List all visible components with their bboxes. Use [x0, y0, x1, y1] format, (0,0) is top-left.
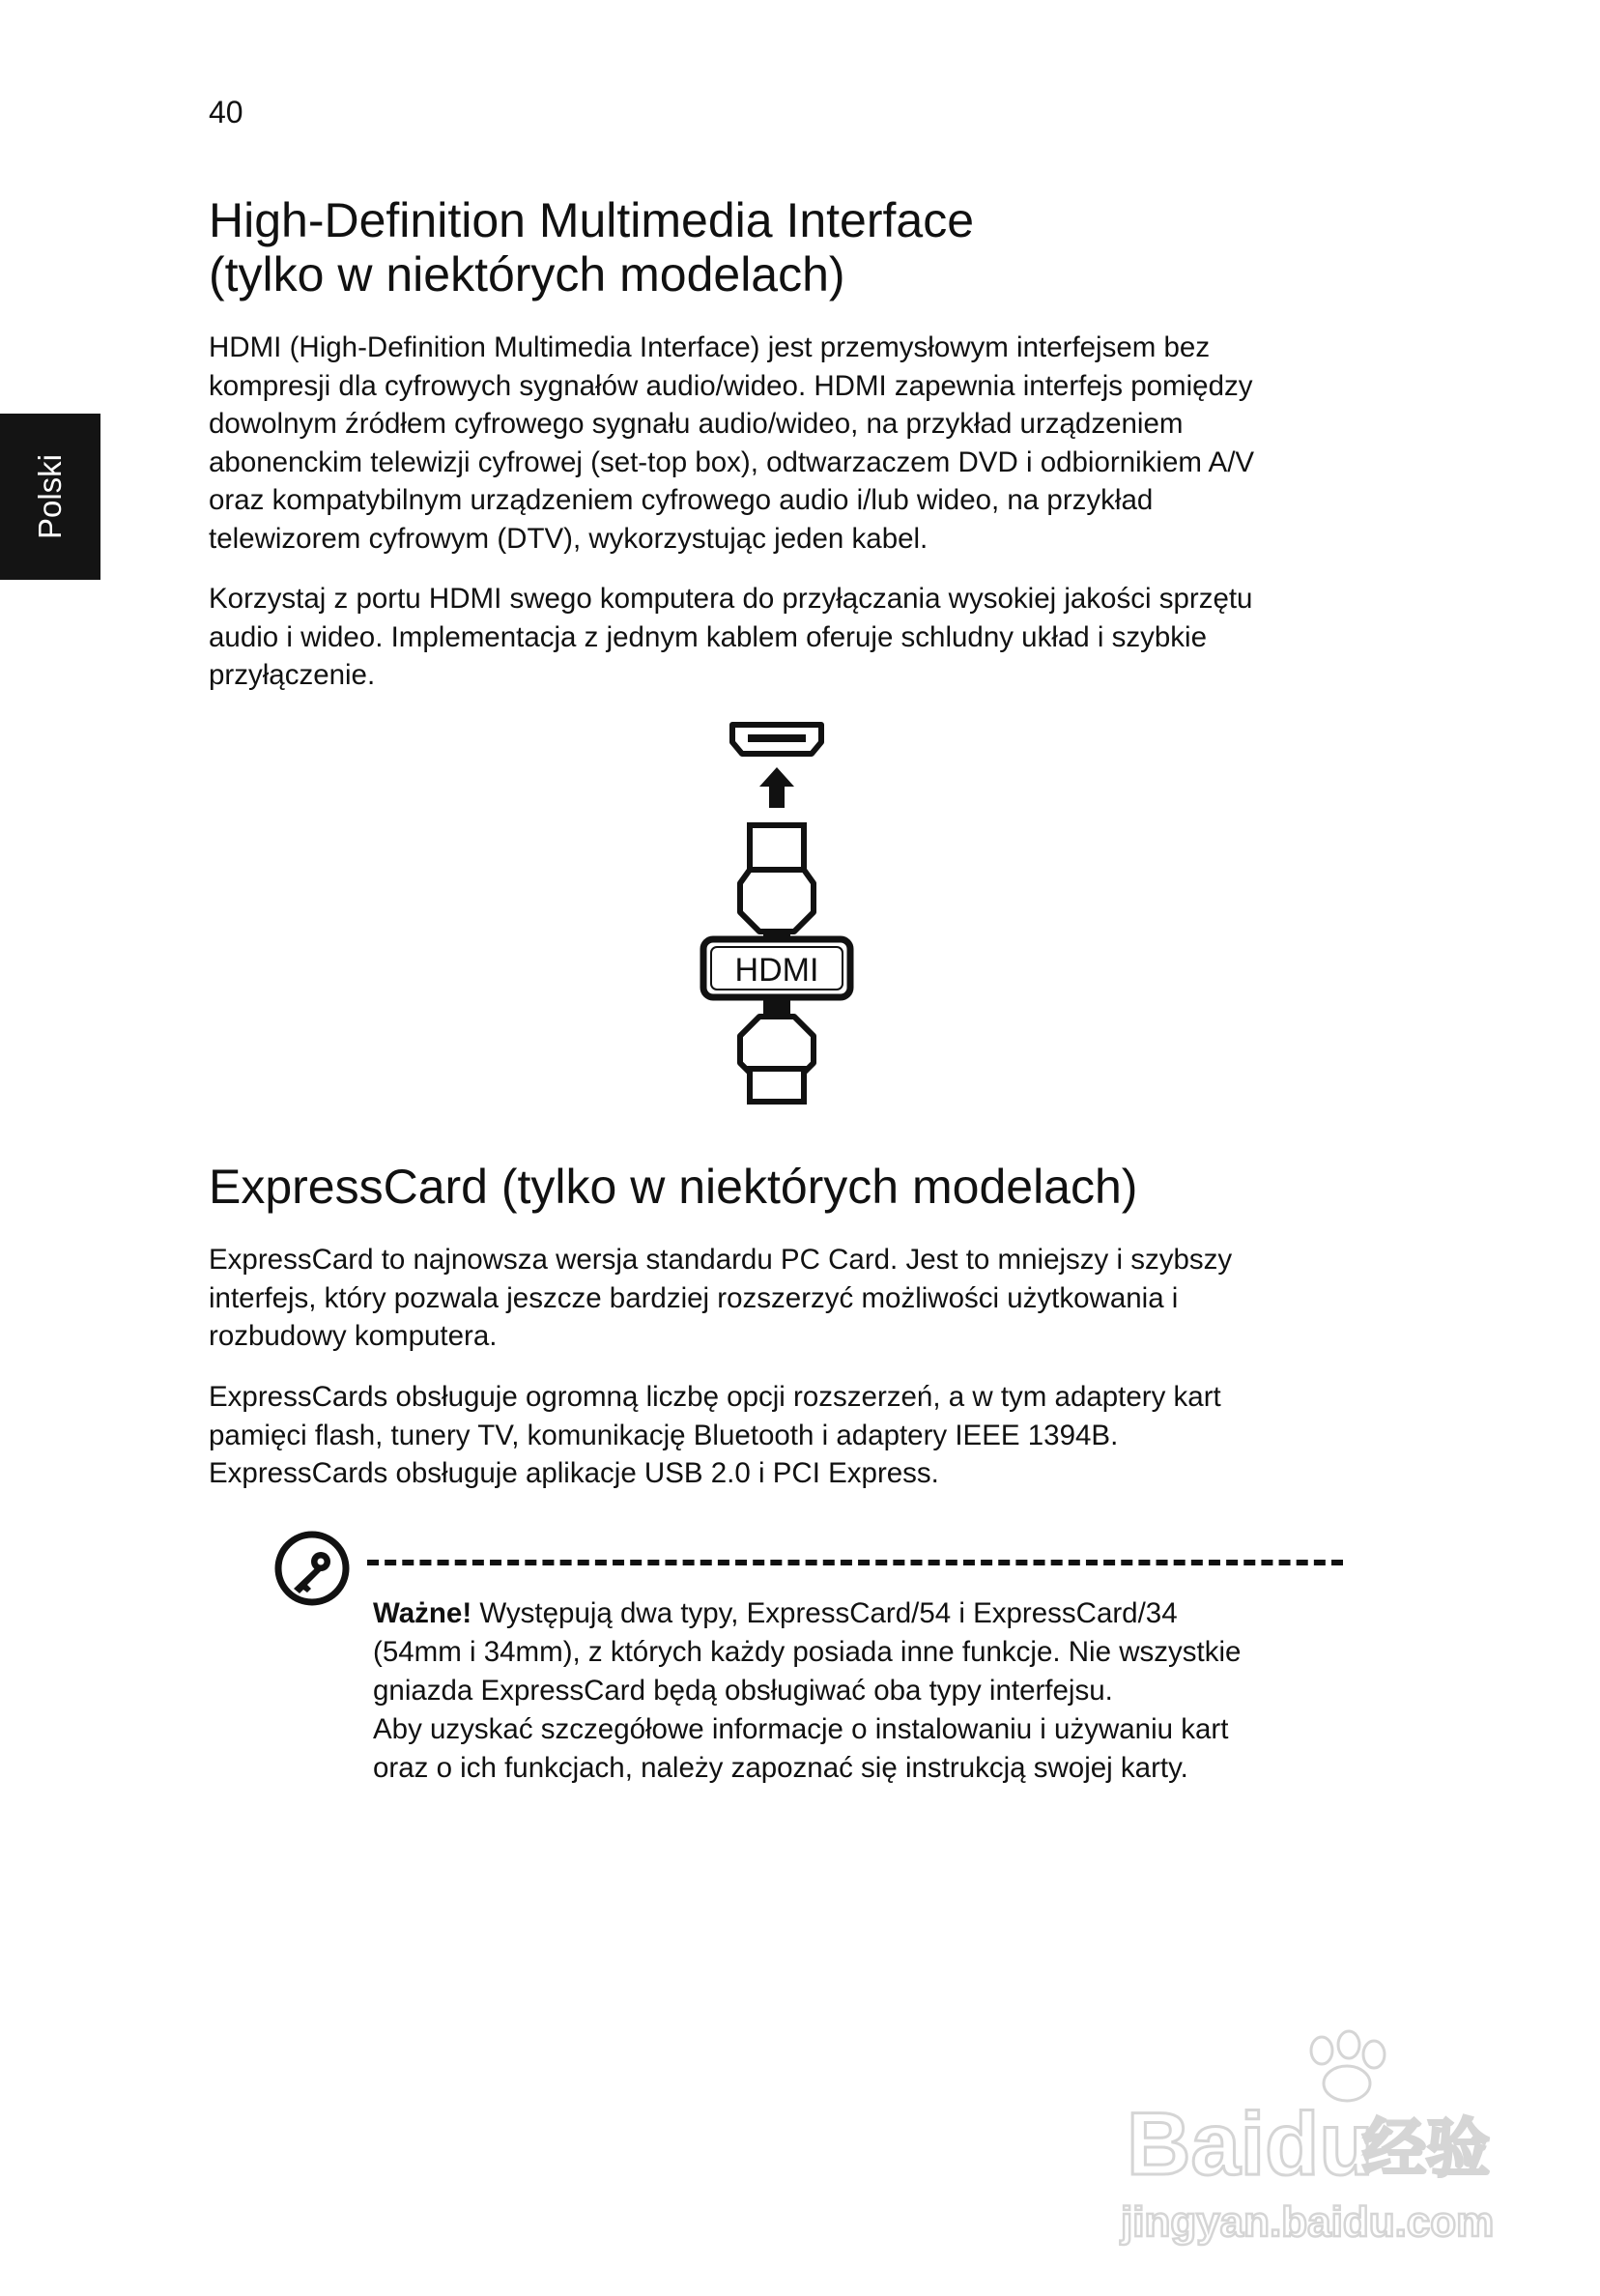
watermark-brand: Baidu — [1127, 2095, 1374, 2194]
hdmi-section-title — [209, 193, 974, 301]
text-line — [373, 1594, 1241, 1633]
text-line: przyłączenie. — [209, 659, 376, 691]
text-line: rozbudowy komputera. — [209, 1320, 498, 1352]
text-line: telewizorem cyfrowym (DTV), wykorzystując jeden kabel. — [209, 522, 929, 555]
text-line: dowolnym źródłem cyfrowego sygnału audio/wideo, na przykład urządzeniem — [209, 408, 1184, 440]
text-line: ExpressCards obsługuje aplikacje USB 2.0 i PCI Express. — [209, 1457, 939, 1489]
expresscard-paragraph-2 — [209, 1378, 1349, 1493]
text-line: ExpressCard to najnowsza wersja standardu PC Card. Jest to mniejszy i szybszy — [209, 1244, 1233, 1276]
baidu-watermark — [1111, 2029, 1498, 2252]
hdmi-cable-figure — [692, 721, 862, 1107]
insert-arrow-icon — [759, 767, 794, 808]
note-label: Ważne! — [373, 1597, 472, 1629]
hdmi-port-icon — [732, 725, 821, 754]
key-icon — [272, 1529, 352, 1608]
hdmi-label-box — [703, 939, 850, 997]
text-line: oraz kompatybilnym urządzeniem cyfrowego audio i/lub wideo, na przykład — [209, 484, 1154, 516]
text-line: interfejs, który pozwala jeszcze bardziej rozszerzyć możliwości użytkowania i — [209, 1281, 1179, 1314]
note-divider — [367, 1560, 1343, 1565]
watermark-url: jingyan.baidu.com — [1121, 2198, 1495, 2246]
text-line: abonenckim telewizji cyfrowej (set-top box), odtwarzaczem DVD i odbiornikiem A/V — [209, 445, 1255, 478]
text-line: Aby uzyskać szczegółowe informacje o instalowaniu i używaniu kart — [373, 1713, 1229, 1745]
hdmi-plug-top-icon — [740, 825, 814, 943]
expresscard-section-title: ExpressCard (tylko w niektórych modelach) — [209, 1160, 1138, 1214]
text-line: kompresji dla cyfrowych sygnałów audio/wideo. HDMI zapewnia interfejs pomiędzy — [209, 369, 1253, 402]
language-tab-label: Polski — [32, 453, 68, 540]
text-line: gniazda ExpressCard będą obsługiwać oba typy interfejsu. — [373, 1675, 1113, 1707]
hdmi-paragraph-2 — [209, 580, 1349, 695]
language-tab — [0, 414, 100, 580]
text-line: HDMI (High-Definition Multimedia Interface) jest przemysłowym interfejsem bez — [209, 331, 1211, 363]
text-line: ExpressCards obsługuje ogromną liczbę opcji rozszerzeń, a w tym adaptery kart — [209, 1381, 1221, 1413]
hdmi-title-line-1: High-Definition Multimedia Interface — [209, 193, 975, 247]
text-line: pamięci flash, tunery TV, komunikację Bluetooth i adaptery IEEE 1394B. — [209, 1419, 1119, 1451]
hdmi-label-text: HDMI — [734, 952, 819, 989]
important-note — [373, 1594, 1241, 1788]
watermark-brand-cn: 经验 — [1362, 2111, 1490, 2186]
text-line: audio i wideo. Implementacja z jednym kablem oferuje schludny układ i szybkie — [209, 620, 1208, 653]
hdmi-title-line-2: (tylko w niektórych modelach) — [209, 247, 845, 301]
page-number: 40 — [209, 95, 243, 129]
text-line: oraz o ich funkcjach, należy zapoznać się instrukcją swojej karty. — [373, 1752, 1188, 1784]
text-line: Korzystaj z portu HDMI swego komputera do przyłączania wysokiej jakości sprzętu — [209, 583, 1253, 615]
hdmi-plug-bottom-icon — [740, 997, 814, 1102]
hdmi-paragraph-1 — [209, 329, 1349, 558]
note-first-line: Występują dwa typy, ExpressCard/54 i ExpressCard/34 — [471, 1597, 1178, 1629]
expresscard-paragraph-1 — [209, 1241, 1349, 1356]
text-line: (54mm i 34mm), z których każdy posiada inne funkcje. Nie wszystkie — [373, 1636, 1242, 1668]
paw-icon — [1311, 2031, 1385, 2101]
